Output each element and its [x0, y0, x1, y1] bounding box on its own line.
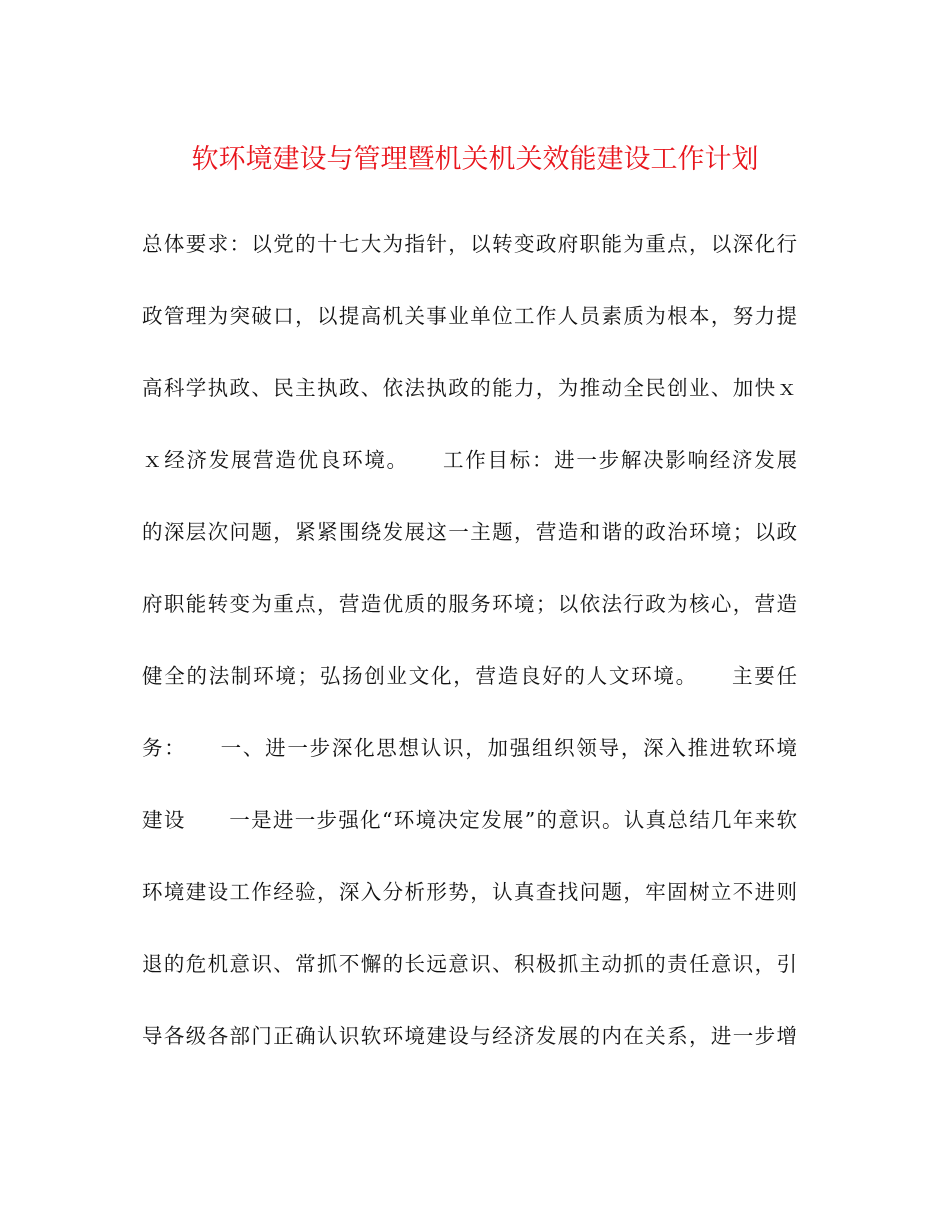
body-line-6: 府职能转变为重点，营造优质的服务环境；以依法行政为核心，营造 — [142, 592, 797, 616]
body-line-4: ｘ经济发展营造优良环境。 工作目标：进一步解决影响经济发展 — [142, 448, 797, 472]
body-line-8: 务： 一、进一步深化思想认识，加强组织领导，深入推进软环境 — [142, 736, 797, 760]
body-line-7: 健全的法制环境；弘扬创业文化，营造良好的人文环境。 主要任 — [142, 664, 797, 688]
body-line-2: 政管理为突破口，以提高机关事业单位工作人员素质为根本，努力提 — [142, 304, 797, 328]
body-line-3: 高科学执政、民主执政、依法执政的能力，为推动全民创业、加快ｘ — [142, 376, 797, 400]
document-body — [142, 208, 797, 1072]
body-line-1: 总体要求：以党的十七大为指针，以转变政府职能为重点，以深化行 — [142, 232, 797, 256]
body-line-9: 建设 一是进一步强化“环境决定发展”的意识。认真总结几年来软 — [142, 808, 797, 832]
body-line-5: 的深层次问题，紧紧围绕发展这一主题，营造和谐的政治环境；以政 — [142, 520, 797, 544]
body-line-11: 退的危机意识、常抓不懈的长远意识、积极抓主动抓的责任意识，引 — [142, 952, 797, 976]
body-line-10: 环境建设工作经验，深入分析形势，认真查找问题，牢固树立不进则 — [142, 880, 797, 904]
body-line-12: 导各级各部门正确认识软环境建设与经济发展的内在关系，进一步增 — [142, 1024, 797, 1048]
document-title: 软环境建设与管理暨机关机关效能建设工作计划 — [191, 144, 759, 175]
